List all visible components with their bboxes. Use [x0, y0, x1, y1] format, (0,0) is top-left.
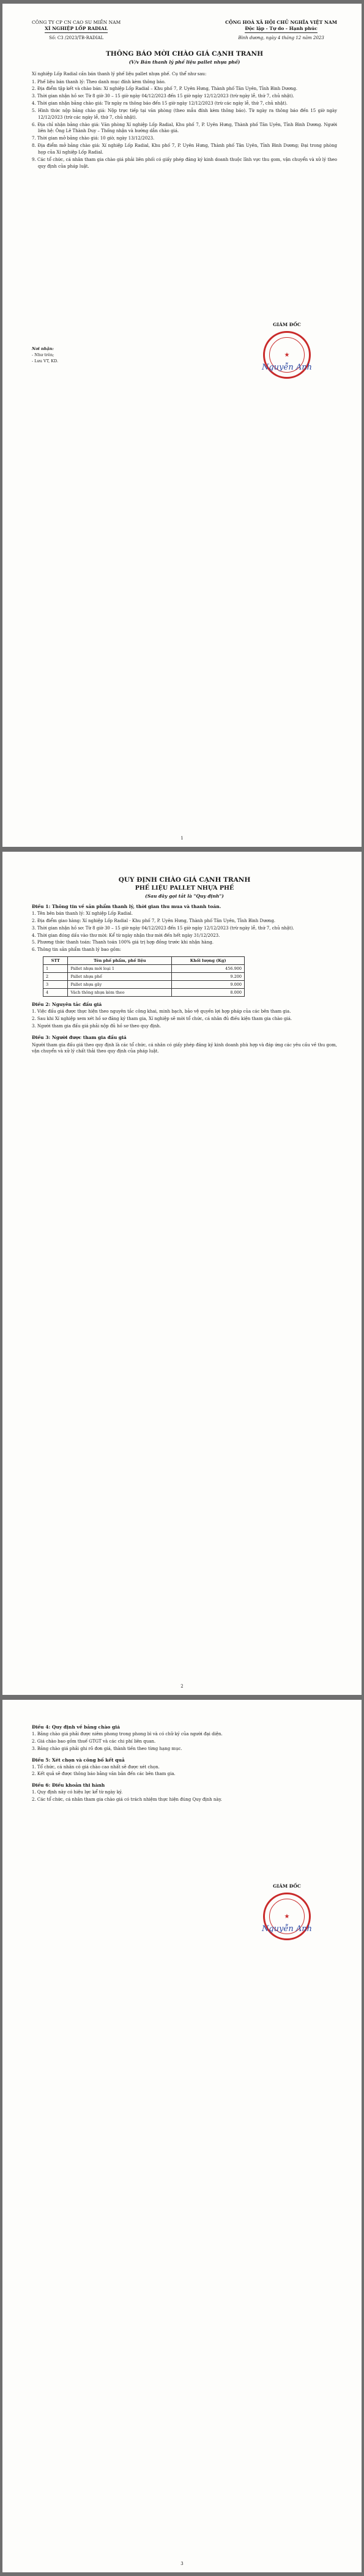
table-row	[43, 973, 245, 981]
list-item: 3. Người tham gia đấu giá phải nộp đủ hồ sơ theo quy định.	[32, 1023, 162, 1029]
table-cell: Pallet nhựa gãy	[68, 981, 172, 989]
list-item: 2. Sau khi Xí nghiệp xem xét hồ sơ đăng ký tham gia, Xí nghiệp sẽ mời tổ chức, cá nhân đủ điều kiện tham gia chào giá.	[32, 1016, 292, 1021]
list-item: 5. Hình thức nộp bảng chào giá: Nộp trực tiếp tại văn phòng (theo mẫu đính kèm thông báo). Từ ngày ra thông báo đến 15 giờ ngày 12/12/2023 (trừ các ngày lễ, thứ 7, chủ nhật).	[32, 108, 337, 120]
section-heading: Điều 6: Điều khoản thi hành	[32, 1782, 105, 1789]
table-cell: 9.200	[172, 973, 245, 981]
list-item: 1. Phế liệu bán thanh lý: Theo danh mục đính kèm thông báo.	[32, 79, 166, 84]
recipients-label: Nơi nhận:	[32, 346, 54, 351]
document-ref: Số: C3 /2023/TB-RADIAL	[49, 35, 104, 41]
section-heading: Điều 5: Xét chọn và công bố kết quả	[32, 1757, 125, 1763]
list-item: 9. Các tổ chức, cá nhân tham gia chào giá phải liên phối có giấy phép đăng ký kinh doanh thuộc lĩnh vực thu gom, vận chuyển và xử lý theo quy định của pháp luật.	[32, 157, 337, 169]
document-header	[32, 20, 337, 42]
table-row	[43, 965, 245, 973]
list-item: 1. Tên bên bán thanh lý: Xí nghiệp Lốp Radial.	[32, 911, 133, 916]
table-header: Khối lượng (Kg)	[172, 957, 245, 965]
page-number: 3	[180, 2561, 184, 2566]
list-item: 1. Quy định này có hiệu lực kể từ ngày ký.	[32, 1790, 123, 1795]
signature: Nguyễn Anh	[261, 1924, 313, 1934]
table-cell: Vách thông nhựa kèm theo	[68, 989, 172, 997]
document-page-2	[2, 852, 362, 1695]
scrap-items-table	[43, 956, 245, 997]
list-item: 2. Giá chào bao gồm thuế GTGT và các chi phí liên quan.	[32, 1738, 156, 1744]
page-number: 2	[180, 1684, 184, 1689]
signer-title: GIÁM ĐỐC	[273, 322, 301, 327]
signature-block	[235, 322, 339, 372]
list-item: 7. Thời gian mở bảng chào giá: 10 giờ, ngày 13/12/2023.	[32, 136, 155, 141]
list-item: 1. Việc đấu giá được thực hiện theo nguyên tắc công khai, minh bạch, bảo vệ quyền lợi hợp pháp của các bên tham gia.	[32, 1009, 291, 1014]
nation-motto: Độc lập - Tự do - Hạnh phúc	[245, 26, 317, 33]
document-title: THÔNG BÁO MỜI CHÀO GIÁ CẠNH TRANH	[105, 50, 264, 58]
list-item: 3. Thời gian nhận hồ sơ: Từ 8 giờ 30 – 15 giờ ngày 04/12/2023 đến 15 giờ ngày 12/12/2023 (trừ ngày lễ, thứ 7, chủ nhật).	[32, 925, 294, 931]
recipient-item: - Như trên;	[32, 352, 54, 357]
table-row	[43, 981, 245, 989]
regulation-title-2: PHẾ LIỆU PALLET NHỰA PHẾ	[135, 885, 234, 892]
notice-items	[32, 79, 337, 170]
document-page-1	[2, 4, 362, 847]
table-cell: Pallet nhựa phế	[68, 973, 172, 981]
document-subtitle: (V/v Bán thanh lý phế liệu pallet nhựa phế)	[128, 59, 240, 65]
list-item: 2. Các tổ chức, cá nhân tham gia chào giá có trách nhiệm thực hiện đúng Quy định này.	[32, 1797, 222, 1803]
section-1-items	[32, 910, 337, 953]
table-cell: 9.000	[172, 981, 245, 989]
recipient-item: - Lưu VT, KD.	[32, 358, 59, 363]
company-stamp-icon: ★	[263, 331, 311, 379]
table-cell: 4	[43, 989, 68, 997]
nation-title: CỘNG HOÀ XÃ HỘI CHỦ NGHĨA VIỆT NAM	[225, 20, 337, 25]
section-5-items	[32, 1764, 337, 1778]
section-6-items	[32, 1789, 337, 1803]
list-item: 4. Thời gian nhận bảng chào giá: Từ ngày ra thông báo đến 15 giờ ngày 12/12/2023 (trừ các ngày lễ, thứ 7, chủ nhật).	[32, 101, 288, 106]
signature: Nguyễn Anh	[261, 363, 313, 372]
table-cell: 1	[43, 965, 68, 973]
list-item: 3. Thời gian nhận hồ sơ: Từ 8 giờ 30 – 15 giờ ngày 04/12/2023 đến 15 giờ ngày 12/12/2023 (trừ ngày lễ, thứ 7, chủ nhật).	[32, 94, 294, 99]
recipients-block	[32, 346, 58, 364]
intro-text: Xí nghiệp Lốp Radial cần bán thanh lý phế liệu pallet nhựa phế. Cụ thể như sau:	[32, 71, 207, 76]
list-item: 1. Bảng chào giá phải được niêm phong trong phong bì và có chữ ký của người đại diện.	[32, 1732, 223, 1737]
table-cell: 456.900	[172, 965, 245, 973]
list-item: 2. Địa điểm tập kết và chào bán: Xí nghiệp Lốp Radial – Khu phố 7, P. Uyên Hưng, Thành phố Tân Uyên, Tỉnh Bình Dương.	[32, 86, 297, 92]
signer-title: GIÁM ĐỐC	[273, 1883, 301, 1889]
table-cell: 2	[43, 973, 68, 981]
list-item: 2. Địa điểm giao hàng: Xí nghiệp Lốp Radial - Khu phố 7, P. Uyên Hưng, Thành phố Tân Uyên, Tỉnh Bình Dương.	[32, 918, 276, 923]
list-item: 6. Địa chỉ nhận bảng chào giá: Văn phòng Xí nghiệp Lốp Radial, Khu phố 7, P. Uyên Hưng, Thành phố Tân Uyên, Tỉnh Bình Dương. Người liên hệ: Ông Lê Thành Duy – Thống nhận và hướng dẫn chào giá.	[32, 122, 337, 134]
section-heading: Điều 2: Nguyên tắc đấu giá	[32, 1002, 102, 1008]
table-cell: 3	[43, 981, 68, 989]
company-stamp-icon: ★	[263, 1893, 311, 1940]
table-row	[43, 989, 245, 997]
place-date: Bình dương, ngày 4 tháng 12 năm 2023	[238, 35, 324, 41]
list-item: 6. Thông tin sản phẩm thanh lý bao gồm:	[32, 947, 121, 953]
org-unit: XÍ NGHIỆP LỐP RADIAL	[45, 26, 108, 33]
page-number: 1	[180, 836, 184, 841]
list-item: 1. Tổ chức, cá nhân có giá chào cao nhất sẽ được xét chọn.	[32, 1764, 160, 1770]
table-cell: Pallet nhựa mới loại 1	[68, 965, 172, 973]
section-heading: Điều 4: Quy định về bảng chào giá	[32, 1724, 121, 1730]
list-item: 4. Thời gian đóng dấu vào thư mời: Kể từ ngày nhận thư mời đến hết ngày 31/12/2023.	[32, 932, 220, 938]
section-4-items	[32, 1731, 337, 1752]
list-item: 8. Địa điểm mở bảng chào giá: Xí nghiệp Lốp Radial, Khu phố 7, P. Uyên Hưng, Thành phố Tân Uyên, Tỉnh Bình Dương; Đại trong phòng họp của Xí nghiệp Lốp Radial.	[32, 143, 337, 155]
list-item: 3. Bảng chào giá phải ghi rõ đơn giá, thành tiền theo từng hạng mục.	[32, 1746, 182, 1751]
table-cell: 8.000	[172, 989, 245, 997]
table-header: STT	[43, 957, 68, 965]
section-2-items	[32, 1008, 337, 1030]
document-page-3	[2, 1700, 362, 2572]
org-name: CÔNG TY CP CN CAO SU MIỀN NAM	[32, 20, 121, 25]
regulation-title: QUY ĐỊNH CHÀO GIÁ CẠNH TRANH	[118, 876, 251, 884]
regulation-subtitle: (Sau đây gọi tắt là "Quy định")	[145, 893, 224, 899]
list-item: 5. Phương thức thanh toán: Thanh toán 100% giá trị hợp đồng trước khi nhận hàng.	[32, 940, 214, 945]
signature-block	[235, 1883, 339, 1934]
section-3-text: Người tham gia đấu giá theo quy định là các tổ chức, cá nhân có giấy phép đăng ký kinh doanh phù hợp và đáp ứng các yêu cầu về thu gom, vận chuyển và xử lý chất thải theo quy định của pháp luật.	[32, 1042, 337, 1054]
table-header: Tên phế phẩm, phế liệu	[68, 957, 172, 965]
list-item: 2. Kết quả sẽ được thông báo bằng văn bản đến các bên tham gia.	[32, 1771, 176, 1777]
section-heading: Điều 3: Người được tham gia đấu giá	[32, 1034, 127, 1040]
table-header-row	[43, 957, 245, 965]
section-heading: Điều 1: Thông tin về sản phẩm thanh lý, thời gian thu mua và thanh toán.	[32, 904, 221, 909]
